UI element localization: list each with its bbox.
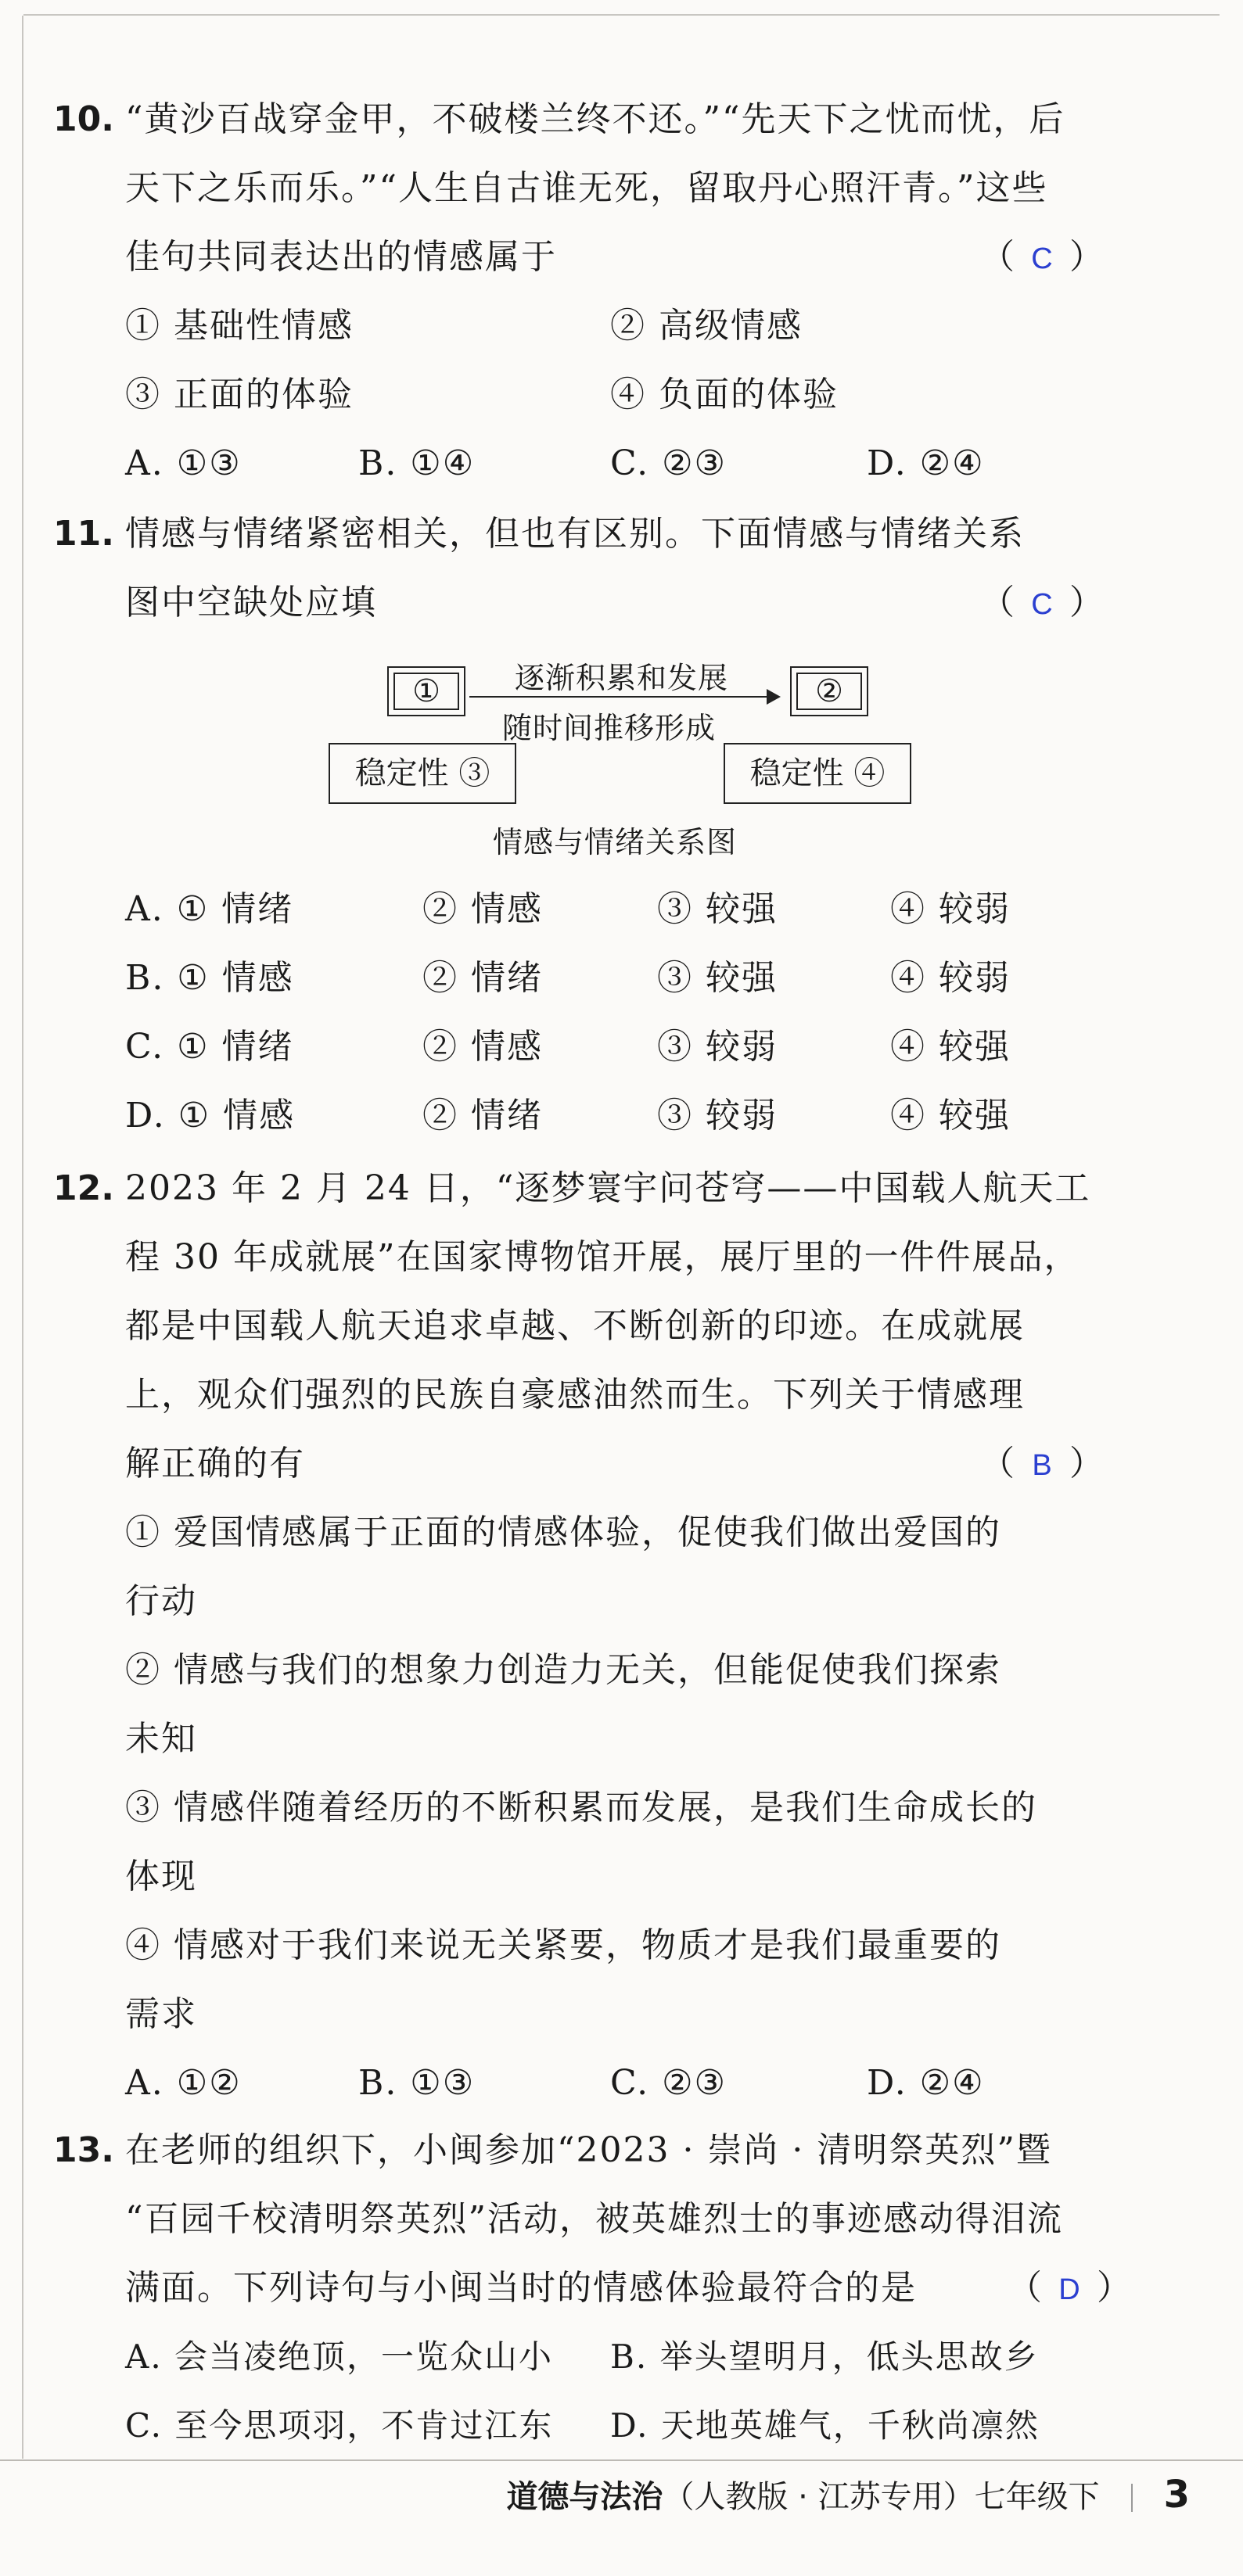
diagram-box-1: ① <box>387 666 465 716</box>
question-stem-line: 2023 年 2 月 24 日，“逐梦寰宇问苍穹——中国载人航天工 <box>125 1168 1091 1208</box>
option-a: A. ①② <box>125 2063 242 2103</box>
answer-bracket: （ C ） <box>980 235 1104 281</box>
option-b: B. 举头望明月，低头思故乡 <box>610 2337 1039 2376</box>
answer-letter: C <box>1031 588 1053 621</box>
answer-bracket: （ D ） <box>1008 2266 1131 2312</box>
statement-item-cont: 体现 <box>125 1857 197 1896</box>
option-c: C. ②③ <box>610 2063 727 2103</box>
statement-item: ③ 正面的体验 <box>125 375 354 414</box>
option-c-part: ④ 较强 <box>890 1027 1011 1067</box>
book-edition: （人教版 · 江苏专用）七年级下 <box>663 2479 1100 2515</box>
answer-letter: C <box>1031 242 1053 275</box>
statement-item-cont: 未知 <box>125 1719 197 1759</box>
question-number: 12. <box>53 1168 114 1208</box>
diagram-box-2: ② <box>790 666 868 716</box>
option-a-part: ③ 较强 <box>657 889 778 929</box>
statement-item: ④ 情感对于我们来说无关紧要，物质才是我们最重要的 <box>125 1925 1001 1965</box>
statement-item-cont: 需求 <box>125 1994 197 2034</box>
answer-bracket: （ B ） <box>980 1442 1104 1487</box>
question-stem-line: 情感与情绪紧密相关，但也有区别。下面情感与情绪关系 <box>125 514 1025 554</box>
question-stem-line: 图中空缺处应填 <box>125 583 377 622</box>
option-b-part: ③ 较强 <box>657 958 778 998</box>
option-d-part: ③ 较弱 <box>657 1096 778 1136</box>
diagram-caption: 情感与情绪关系图 <box>493 825 738 859</box>
arrow-right-icon <box>767 689 781 705</box>
option-a: A. ① 情绪 <box>125 889 294 929</box>
statement-item: ④ 负面的体验 <box>610 375 839 414</box>
stability-box-right: 稳定性 ④ <box>724 743 911 804</box>
option-d: D. ① 情感 <box>125 1096 296 1136</box>
option-a: A. ①③ <box>125 443 242 483</box>
answer-bracket: （ C ） <box>980 581 1104 626</box>
top-rule <box>23 14 1220 16</box>
statement-item-cont: 行动 <box>125 1581 197 1621</box>
stability-box-left: 稳定性 ③ <box>329 743 516 804</box>
question-stem-line: 天下之乐而乐。”“人生自古谁无死，留取丹心照汗青。”这些 <box>125 168 1048 208</box>
option-d: D. 天地英雄气，千秋尚凛然 <box>610 2406 1040 2445</box>
footer-rule <box>0 2459 1243 2461</box>
question-stem-line: 佳句共同表达出的情感属于 <box>125 237 557 277</box>
option-b: B. ① 情感 <box>125 958 294 998</box>
question-stem-line: 在老师的组织下，小闽参加“2023 · 崇尚 · 清明祭英烈”暨 <box>125 2130 1052 2170</box>
statement-item: ③ 情感伴随着经历的不断积累而发展，是我们生命成长的 <box>125 1788 1037 1828</box>
emotion-feeling-relation-diagram <box>329 649 939 868</box>
question-stem-line: 程 30 年成就展”在国家博物馆开展，展厅里的一件件展品， <box>125 1237 1080 1277</box>
arrow-label-top: 逐渐积累和发展 <box>515 661 729 695</box>
option-c: C. ① 情绪 <box>125 1027 294 1067</box>
statement-item: ② 高级情感 <box>610 306 803 346</box>
statement-item: ② 情感与我们的想象力创造力无关，但能促使我们探索 <box>125 1650 1001 1690</box>
option-d: D. ②④ <box>867 443 985 483</box>
question-stem-line: 解正确的有 <box>125 1444 305 1484</box>
question-number: 11. <box>53 514 114 554</box>
option-d-part: ④ 较强 <box>890 1096 1011 1136</box>
question-number: 13. <box>53 2130 114 2170</box>
question-stem-line: “百园千校清明祭英烈”活动，被英雄烈士的事迹感动得泪流 <box>125 2199 1063 2239</box>
book-subject: 道德与法治 <box>506 2479 663 2515</box>
question-stem-line: 上，观众们强烈的民族自豪感油然而生。下列关于情感理 <box>125 1375 1025 1415</box>
answer-letter: D <box>1058 2273 1080 2306</box>
question-stem-line: “黄沙百战穿金甲，不破楼兰终不还。”“先天下之忧而忧，后 <box>125 99 1065 139</box>
footer-divider <box>1131 2484 1133 2512</box>
question-number: 10. <box>53 99 114 139</box>
page-number: 3 <box>1163 2473 1190 2517</box>
option-c: C. 至今思项羽，不肯过江东 <box>125 2406 554 2445</box>
question-stem-line: 都是中国载人航天追求卓越、不断创新的印迹。在成就展 <box>125 1306 1025 1346</box>
option-b: B. ①④ <box>358 443 476 483</box>
page-footer <box>506 2471 1190 2520</box>
option-b: B. ①③ <box>358 2063 476 2103</box>
option-a: A. 会当凌绝顶，一览众山小 <box>125 2337 554 2376</box>
option-d: D. ②④ <box>867 2063 985 2103</box>
statement-item: ① 基础性情感 <box>125 306 354 346</box>
option-b-part: ④ 较弱 <box>890 958 1011 998</box>
option-c: C. ②③ <box>610 443 727 483</box>
option-a-part: ④ 较弱 <box>890 889 1011 929</box>
answer-letter: B <box>1032 1449 1052 1482</box>
option-d-part: ② 情绪 <box>422 1096 543 1136</box>
option-c-part: ③ 较弱 <box>657 1027 778 1067</box>
arrow-label-bottom: 随时间推移形成 <box>502 711 717 745</box>
left-margin-rule <box>22 16 23 2459</box>
option-c-part: ② 情感 <box>422 1027 543 1067</box>
statement-item: ① 爱国情感属于正面的情感体验，促使我们做出爱国的 <box>125 1512 1001 1552</box>
option-a-part: ② 情感 <box>422 889 543 929</box>
option-b-part: ② 情绪 <box>422 958 543 998</box>
question-stem-line: 满面。下列诗句与小闽当时的情感体验最符合的是 <box>125 2268 917 2308</box>
